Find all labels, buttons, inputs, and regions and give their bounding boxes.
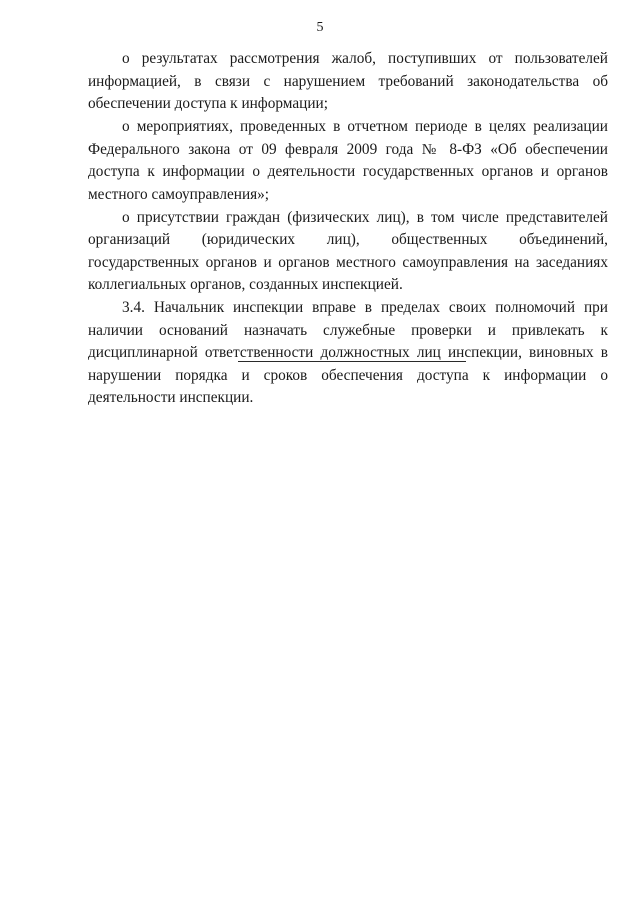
page-number: 5	[316, 20, 324, 35]
paragraph-federal-law-measures: о мероприятиях, проведенных в отчетном периоде в целях реализации Федерального закона от 09 февраля 2009 года № 8-ФЗ «Об обеспечении доступа к информации о деятельности государственных органов и органов местного самоуправления»;	[88, 118, 608, 203]
end-of-text-divider	[238, 361, 466, 362]
paragraph-section-3-4: 3.4. Начальник инспекции вправе в пределах своих полномочий при наличии оснований назначать служебные проверки и привлекать к дисциплинарной ответственности должностных лиц инспекции, виновных в нарушении порядка и сроков обеспечения доступа к информации о деятельности инспекции.	[88, 299, 608, 406]
paragraph-complaints-results: о результатах рассмотрения жалоб, поступивших от пользователей информацией, в связи с нарушением требований законодательства об обеспечении доступа к информации;	[88, 50, 608, 112]
document-body	[88, 48, 608, 410]
paragraph-citizens-presence: о присутствии граждан (физических лиц), в том числе представителей организаций (юридических лиц), общественных объединений, государственных органов и органов местного самоуправления на заседаниях коллегиальных органов, созданных инспекцией.	[88, 208, 608, 293]
